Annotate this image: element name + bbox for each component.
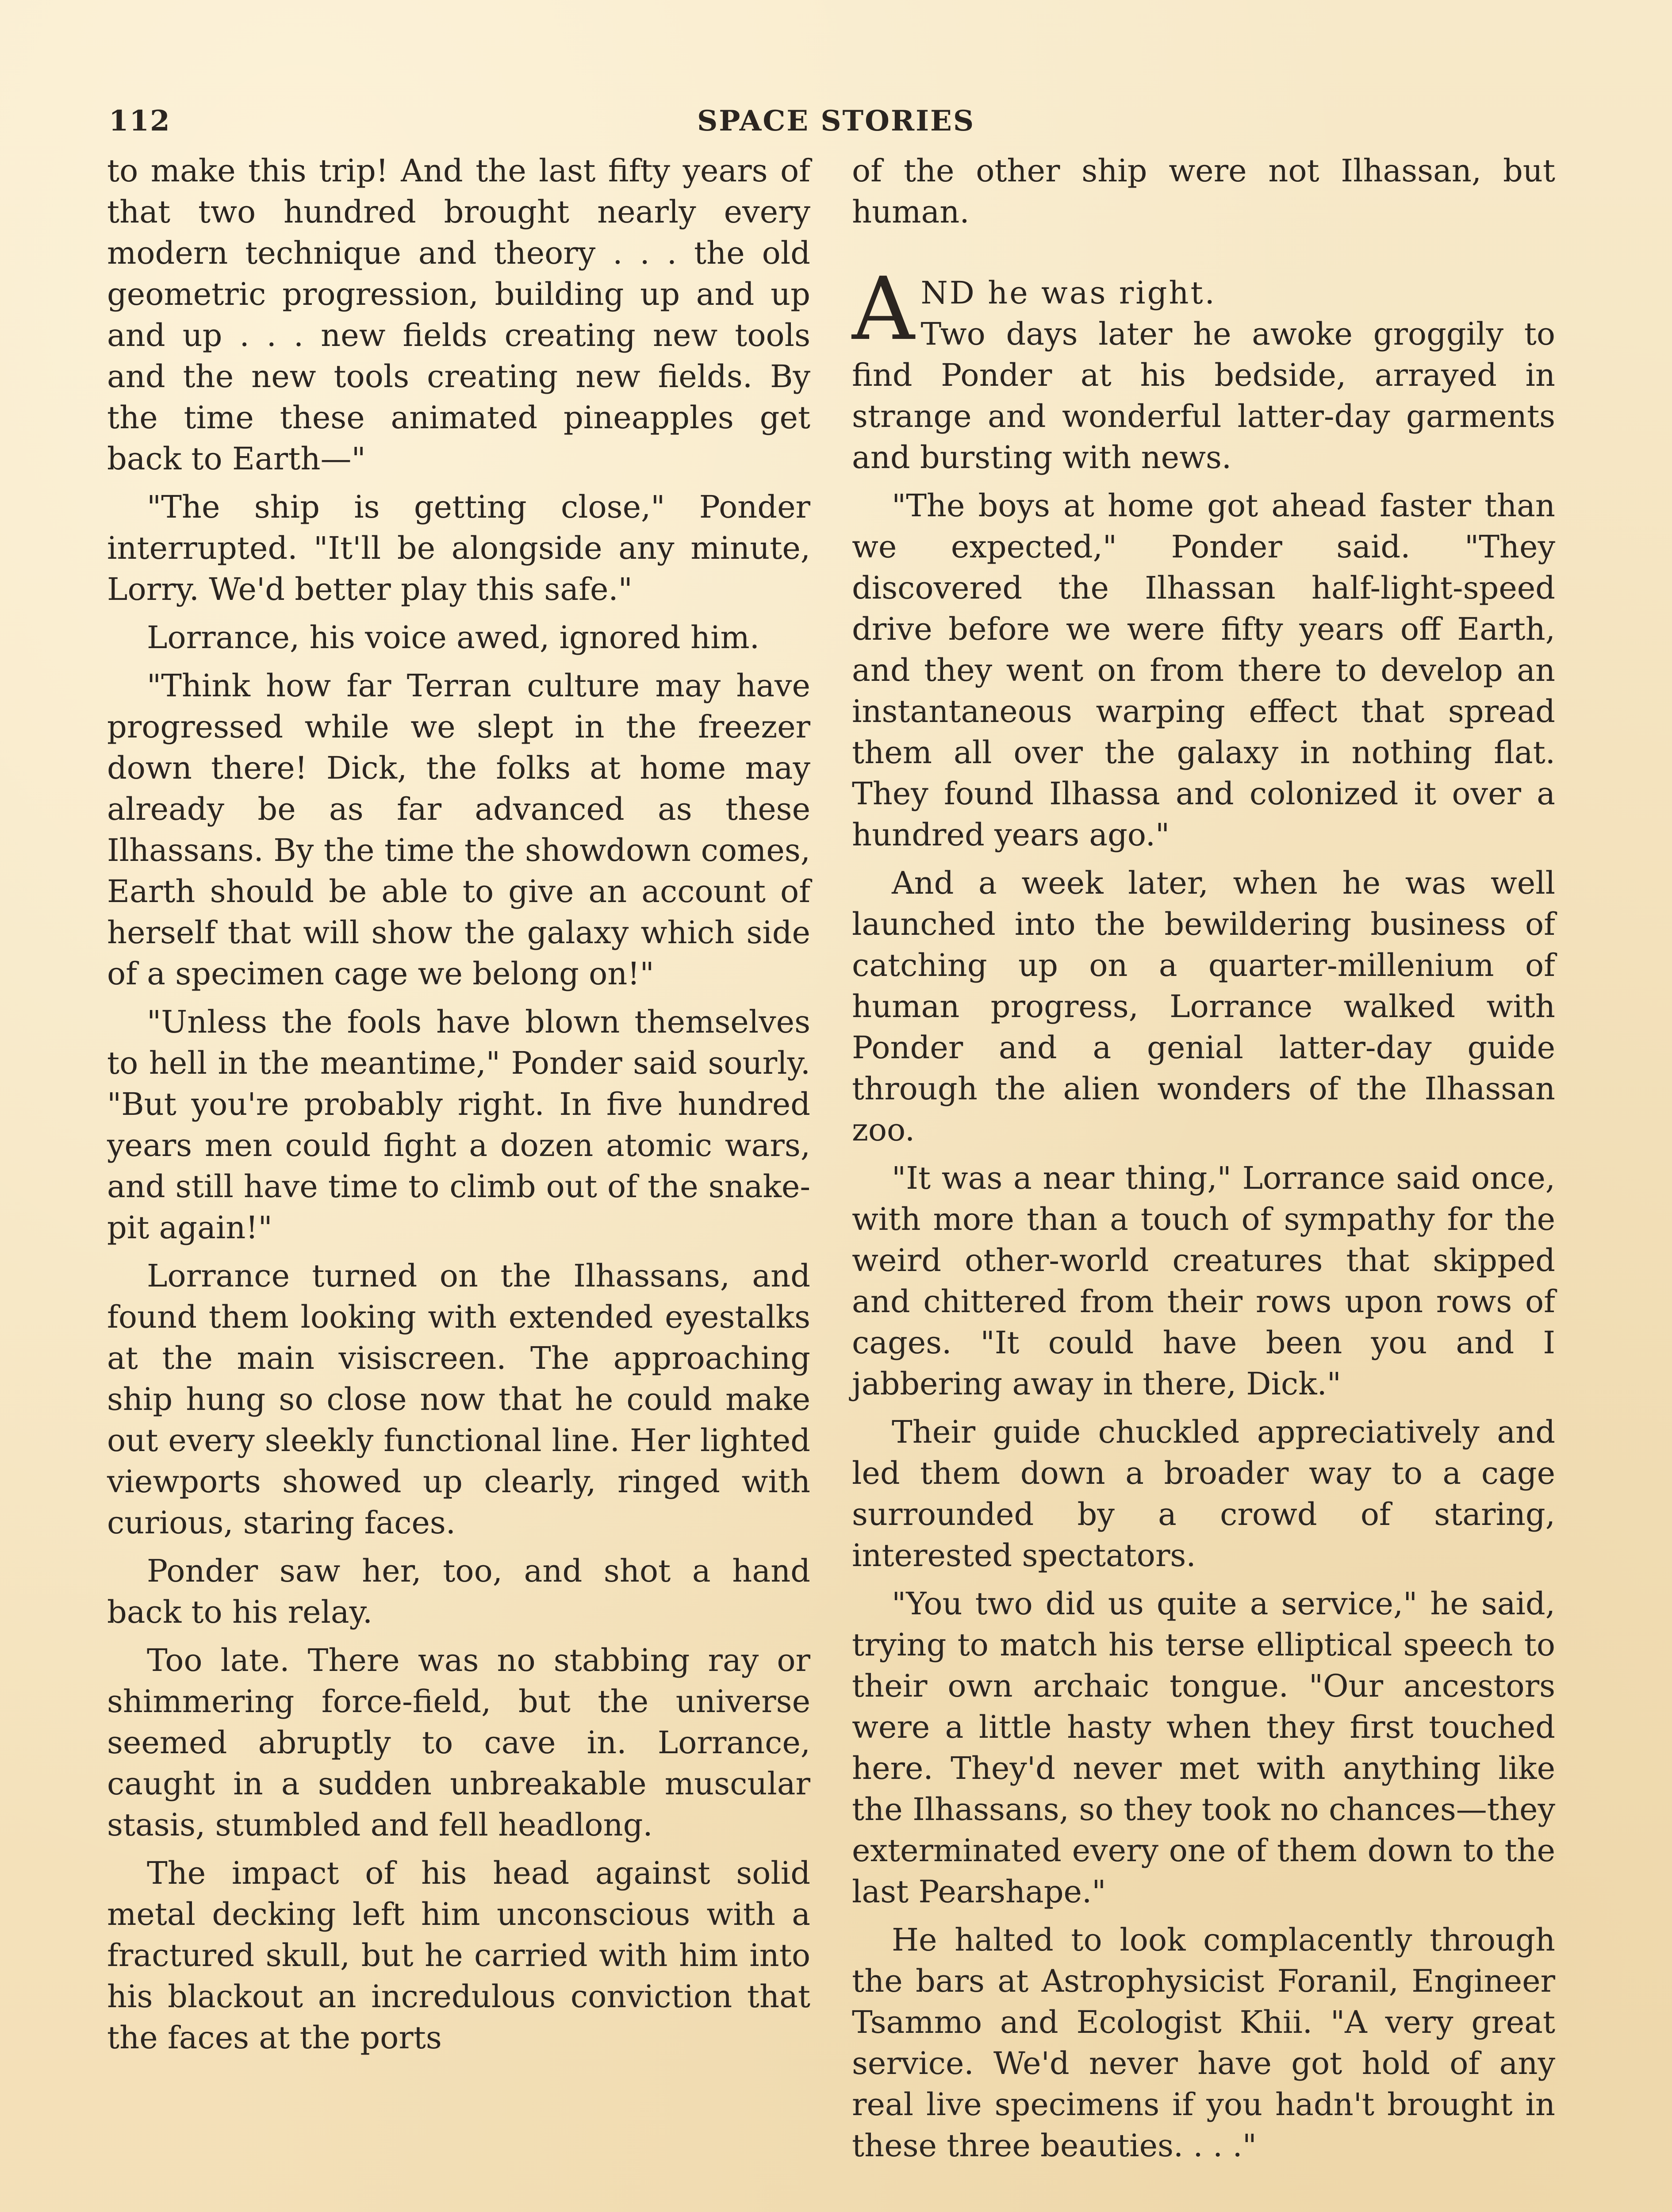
drop-cap: A [852, 259, 915, 360]
opening-text: ND he was right. [920, 275, 1216, 311]
paragraph: "It was a near thing," Lorrance said once, with more than a touch of sympathy for the weird other-world creatures that skipped and chittered from their rows upon rows of cages. "It could have been you and I jabbering away in there, Dick." [852, 1160, 1555, 1402]
section-opening-paragraph [852, 259, 1555, 478]
running-title: SPACE STORIES [697, 104, 975, 138]
page-number: 112 [109, 104, 171, 138]
paragraph: of the other ship were not Ilhassan, but human. [852, 153, 1555, 230]
paragraph: And a week later, when he was well launched into the bewildering business of catching up on a quarter-millenium of human progress, Lorrance walked with Ponder and a genial latter-day guide through the alien wonders of the Ilhassan zoo. [852, 865, 1555, 1148]
opening-continuation: Two days later he awoke groggily to find Ponder at his bedside, arrayed in strange and wonderful latter-day garments and bursting with news. [852, 316, 1555, 476]
paragraph: "You two did us quite a service," he said, trying to match his terse elliptical speech to their own archaic tongue. "Our ancestors were a little hasty when they first touched here. They'd never met with anything like the Ilhassans, so they took no chances—they exterminated every one of them down to the last Pearshape." [852, 1586, 1555, 1910]
paragraph: The impact of his head against solid metal decking left him unconscious with a fractured skull, but he carried with him into his blackout an incredulous conviction that the faces at the ports [107, 1855, 810, 2056]
paragraph: "The boys at home got ahead faster than we expected," Ponder said. "They discovered the Ilhassan half-light-speed drive before we were fifty years off Earth, and they went on from there to develop an instantaneous warping effect that spread them all over the galaxy in nothing flat. They found Ilhassa and colonized it over a hundred years ago." [852, 488, 1555, 853]
paragraph: "Unless the fools have blown themselves to hell in the meantime," Ponder said sourly. "But you're probably right. In five hundred years men could fight a dozen atomic wars, and still have time to climb out of the snake-pit again!" [107, 1004, 810, 1246]
paragraph: Their guide chuckled appreciatively and led them down a broader way to a cage surrounded by a crowd of staring, interested spectators. [852, 1414, 1555, 1574]
paragraph: "Think how far Terran culture may have progressed while we slept in the freezer down there! Dick, the folks at home may already be as far advanced as these Ilhassans. By the time the showdown comes, Earth should be able to give an account of herself that will show the galaxy which side of a specimen cage we belong on!" [107, 668, 810, 992]
paragraph: "The ship is getting close," Ponder interrupted. "It'll be alongside any minute, Lorry. We'd better play this safe." [107, 489, 810, 607]
paragraph: Lorrance turned on the Ilhassans, and found them looking with extended eyestalks at the main visiscreen. The approaching ship hung so close now that he could make out every sleekly functional line. Her lighted viewports showed up clearly, ringed with curious, staring faces. [107, 1258, 810, 1541]
paragraph: to make this trip! And the last fifty years of that two hundred brought nearly every modern technique and theory . . . the old geometric progression, building up and up and up . . . new fields creating new tools and the new tools creating new fields. By the time these animated pineapples get back to Earth—" [107, 153, 810, 477]
paragraph: Ponder saw her, too, and shot a hand back to his relay. [107, 1553, 810, 1630]
paragraph: He halted to look complacently through the bars at Astrophysicist Foranil, Engineer Tsammo and Ecologist Khii. "A very great service. We'd never have got hold of any real live specimens if you hadn't brought in these three beauties. . . ." [852, 1922, 1555, 2164]
paragraph: Too late. There was no stabbing ray or shimmering force-field, but the universe seemed abruptly to cave in. Lorrance, caught in a sudden unbreakable muscular stasis, stumbled and fell headlong. [107, 1642, 810, 1843]
right-column [852, 150, 1555, 2174]
left-column [107, 150, 810, 2066]
paragraph: Lorrance, his voice awed, ignored him. [147, 619, 759, 656]
